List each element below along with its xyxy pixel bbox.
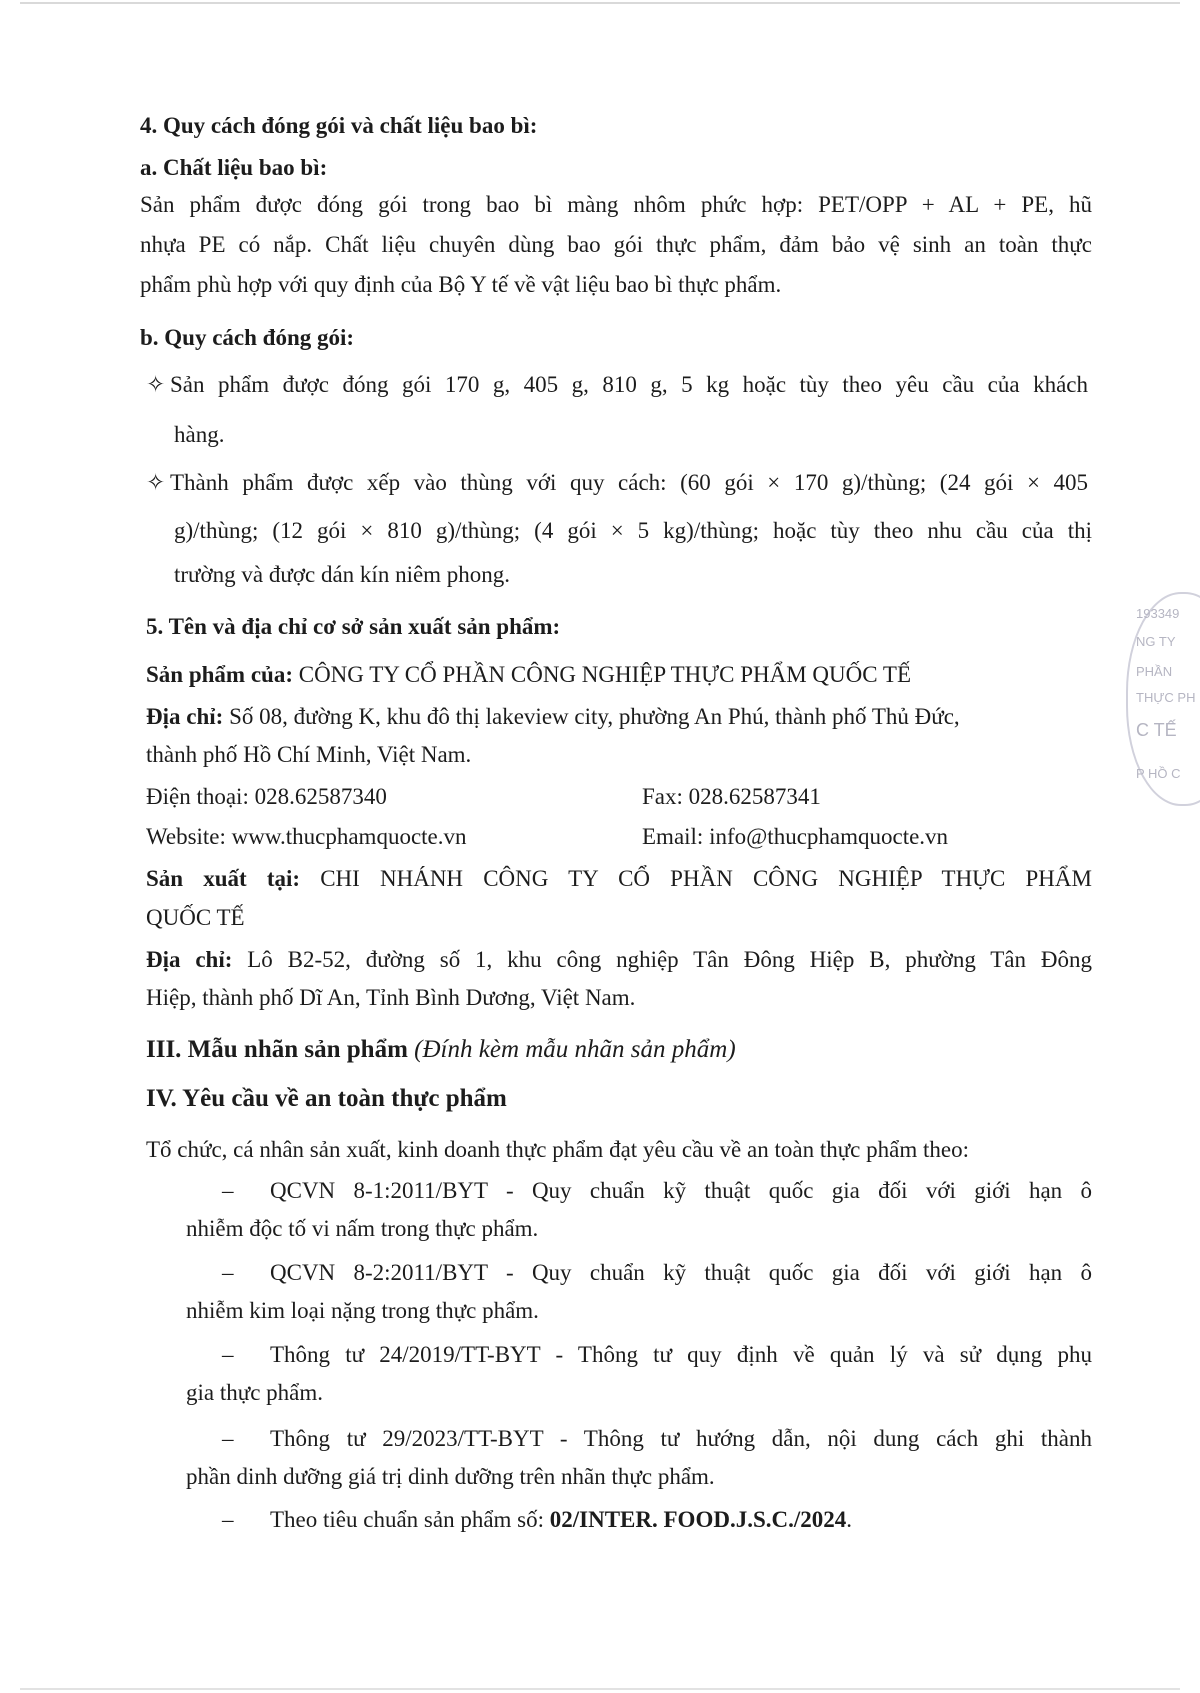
stamp-text: C TẾ: [1136, 720, 1177, 740]
paragraph-line: Sản phẩm được đóng gói trong bao bì màng nhôm phức hợp: PET/OPP + AL + PE, hũ: [140, 192, 1092, 217]
section-iv-intro: Tổ chức, cá nhân sản xuất, kinh doanh thực phẩm đạt yêu cầu về an toàn thực phẩm theo:: [146, 1137, 969, 1162]
regulation-text-cont: nhiễm độc tố vi nấm trong thực phẩm.: [186, 1216, 539, 1241]
scan-top-edge: [20, 2, 1180, 4]
address-value-cont: thành phố Hồ Chí Minh, Việt Nam.: [146, 742, 472, 767]
bullet-text: Sản phẩm được đóng gói 170 g, 405 g, 810 g, 5 kg hoặc tùy theo yêu cầu của khách: [170, 372, 1088, 397]
section-4b-heading: b. Quy cách đóng gói:: [140, 325, 355, 350]
made-at-value-cont: QUỐC TẾ: [146, 905, 245, 930]
paragraph-line: phẩm phù hợp với quy định của Bộ Y tế về vật liệu bao bì thực phẩm.: [140, 272, 782, 297]
section-iii-title: III. Mẫu nhãn sản phẩm: [146, 1036, 415, 1063]
address2-value-cont: Hiệp, thành phố Dĩ An, Tỉnh Bình Dương, Việt Nam.: [146, 985, 636, 1010]
paragraph-line: nhựa PE có nắp. Chất liệu chuyên dùng bao gói thực phẩm, đảm bảo vệ sinh an toàn thực: [140, 232, 1092, 257]
regulation-text-cont: gia thực phẩm.: [186, 1380, 324, 1405]
bullet-text-cont: g)/thùng; (12 gói × 810 g)/thùng; (4 gói × 5 kg)/thùng; hoặc tùy theo nhu cầu của thị: [174, 518, 1092, 543]
email-text: Email: info@thucphamquocte.vn: [642, 824, 949, 849]
website-text: Website: www.thucphamquocte.vn: [146, 824, 467, 849]
made-at-value: CHI NHÁNH CÔNG TY CỔ PHẦN CÔNG NGHIỆP THỰC PHẨM: [300, 866, 1092, 891]
regulation-text: QCVN 8-1:2011/BYT - Quy chuẩn kỹ thuật quốc gia đối với giới hạn ô: [270, 1178, 1092, 1203]
made-at-label: Sản xuất tại:: [146, 866, 301, 891]
dash-bullet-icon: –: [222, 1426, 234, 1451]
address-label: Địa chỉ:: [146, 704, 224, 729]
address2-value: Lô B2-52, đường số 1, khu công nghiệp Tân Đông Hiệp B, phường Tân Đông: [232, 947, 1092, 972]
section-4a-heading: a. Chất liệu bao bì:: [140, 155, 328, 180]
product-of-label: Sản phẩm của:: [146, 662, 293, 687]
regulation-item: [222, 1424, 1092, 1454]
regulation-item-standard: [222, 1505, 852, 1535]
made-at-line: [146, 864, 1092, 894]
address2-line: [146, 945, 1092, 975]
section-iv-heading: IV. Yêu cầu về an toàn thực phẩm: [146, 1085, 507, 1112]
product-of-value: CÔNG TY CỔ PHẦN CÔNG NGHIỆP THỰC PHẨM QUỐC TẾ: [292, 662, 912, 687]
dash-bullet-icon: –: [222, 1260, 234, 1285]
regulation-item: [222, 1340, 1092, 1370]
regulation-item: [222, 1176, 1092, 1206]
product-of-line: [146, 660, 911, 690]
standard-code: 02/INTER. FOOD.J.S.C./2024: [549, 1507, 847, 1532]
regulation-text-cont: phần dinh dưỡng giá trị dinh dưỡng trên nhãn thực phẩm.: [186, 1464, 715, 1489]
bullet-text-cont: trường và được dán kín niêm phong.: [174, 562, 511, 587]
scan-bottom-edge: [20, 1688, 1180, 1690]
standard-suffix: .: [846, 1507, 852, 1532]
stamp-text: P HỒ C: [1136, 766, 1181, 781]
dash-bullet-icon: –: [222, 1178, 234, 1203]
stamp-text: 193349: [1136, 606, 1180, 621]
fax-text: Fax: 028.62587341: [642, 784, 821, 809]
stamp-text: PHẦN: [1136, 664, 1173, 679]
bullet-text-cont: hàng.: [174, 422, 225, 447]
address2-label: Địa chỉ:: [146, 947, 233, 972]
phone-text: Điện thoại: 028.62587340: [146, 784, 387, 809]
bullet-text: Thành phẩm được xếp vào thùng với quy cách: (60 gói × 170 g)/thùng; (24 gói × 405: [170, 470, 1088, 495]
regulation-text: Thông tư 24/2019/TT-BYT - Thông tư quy định về quản lý và sử dụng phụ: [270, 1342, 1092, 1367]
regulation-text-cont: nhiễm kim loại nặng trong thực phẩm.: [186, 1298, 539, 1323]
section-iii-heading: [146, 1035, 736, 1065]
section-iii-note: (Đính kèm mẫu nhãn sản phẩm): [414, 1036, 736, 1063]
diamond-bullet-icon: ✧: [146, 470, 166, 495]
stamp-text: NG TY: [1136, 634, 1176, 649]
standard-prefix: Theo tiêu chuẩn sản phẩm số:: [270, 1507, 550, 1532]
regulation-text: Thông tư 29/2023/TT-BYT - Thông tư hướng dẫn, nội dung cách ghi thành: [270, 1426, 1092, 1451]
dash-bullet-icon: –: [222, 1342, 234, 1367]
address-value: Số 08, đường K, khu đô thị lakeview city, phường An Phú, thành phố Thủ Đức,: [223, 704, 960, 729]
section-4-heading: 4. Quy cách đóng gói và chất liệu bao bì:: [140, 113, 538, 138]
address-line: [146, 702, 960, 732]
company-seal-stamp: [1126, 592, 1200, 806]
diamond-bullet-icon: ✧: [146, 372, 166, 397]
regulation-text: QCVN 8-2:2011/BYT - Quy chuẩn kỹ thuật quốc gia đối với giới hạn ô: [270, 1260, 1092, 1285]
dash-bullet-icon: –: [222, 1507, 234, 1532]
regulation-item: [222, 1258, 1092, 1288]
stamp-text: THỰC PH: [1136, 690, 1196, 705]
bullet-item: [146, 468, 1092, 498]
section-5-heading: 5. Tên và địa chỉ cơ sở sản xuất sản phẩm:: [146, 614, 561, 639]
bullet-item: [146, 370, 1092, 400]
